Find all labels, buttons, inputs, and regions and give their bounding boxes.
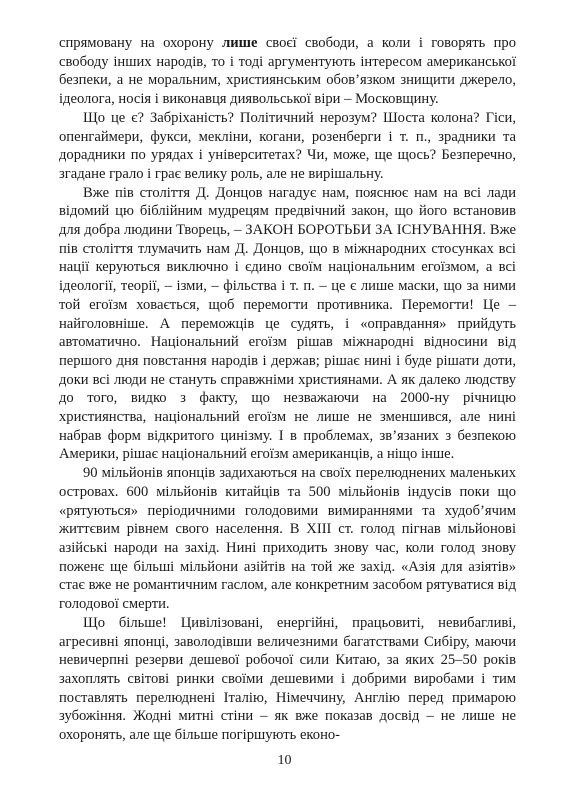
text-run: Що більше! Цивілізовані, енергійні, працьовиті, невибагливі, агресивні японці, заволодівши величезними багатствами Сибіру, маючи невичерпні резерви дешевої робочої сили Китаю, за яких 25–50 років захоплять світові ринки своїми дешевими і добрими виробами і тим поставлять перелюднені Італію, Німеччину, Англію перед примарою зубожіння. Жодні митні стіни – як вже показав досвід – не лише не охоронять, але ще більше погіршують еконо- (59, 614, 516, 744)
paragraph (59, 464, 516, 614)
paragraph (59, 184, 516, 465)
text-run: своєї свободи, а коли і говорять про свободу інших народів, то і тоді аргументують інтересом американської безпеки, а не моральним, християнським обов’язком знищити джерело, ідеолога, носія і виконавця диявольської віри – Московщину. (59, 35, 516, 108)
text-run: 90 мільйонів японців задихаються на своїх перелюднених маленьких островах. 600 мільйонів китайців та 500 мільйонів індусів поки що «рятуються» періодичними голодовими вимираннями та худоб’ячим життєвим рівнем свого населення. В XIII ст. голод пігнав мільйонові азійські народи на захід. Нині приходить знову час, коли голод знову поженє ще більші мільйони азійтів на той же захід. «Азія для азіятів» стає вже не романтичним гаслом, але конкретним засобом рятуватися від голодової смерти. (59, 465, 516, 613)
paragraph (59, 614, 516, 745)
paragraph (59, 34, 516, 109)
text-run: Що це є? Забріханість? Політичний нерозум? Шоста колона? Гіси, опенгаймери, фукси, мекліни, когани, розенберги і т. п., зрадники та дорадники по урядах і університетах? Чи, може, ще щось? Безперечно, згадане грало і грає велику роль, але не вирішальну. (59, 109, 516, 182)
body-text (59, 34, 516, 745)
page-number: 10 (277, 753, 292, 768)
paragraph (59, 109, 516, 184)
text-run: Вже пів століття Д. Донцов нагадує нам, пояснює нам на всі лади відомий цю біблійним мудрецям предвічний закон, що його встановив для добра людини Творець, – ЗАКОН БОРОТЬБИ ЗА ІСНУВАННЯ. Вже пів століття тлумачить нам Д. Донцов, що в міжнародних стосунках всі нації керуються виключно і єдино своїм національним егоїзмом, а всі ідеології, теорії, – ізми, – фільства і т. п. – це є лише маски, що за ними той егоїзм ховається, щоб перемогти противника. Перемогти! Це – найголовніше. А переможців це судять, і «оправдання» прийдуть автоматично. Національний егоїзм рішав міжнародні відносини від першого дня повстання народів і держав; рішає нині і буде рішати доти, доки всі люди не стануть справжніми християнами. А як далеко людству до того, видко з факту, що незважаючи на 2000-ну річницю християнства, національний егоїзм не лише не зменшився, але нині набрав форм відкритого цинізму. І в проблемах, зв’язаних з безпекою Америки, рішає національний егоїзм американців, а ніщо інше. (59, 184, 516, 463)
text-run: спрямовану на охорону (59, 35, 223, 51)
bold-text-run: лише (222, 35, 258, 51)
